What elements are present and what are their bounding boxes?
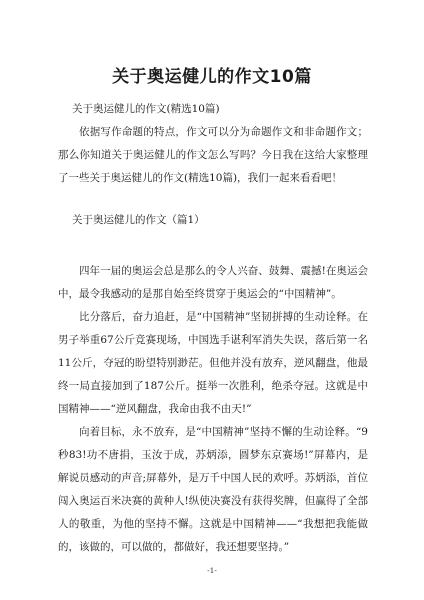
document-subtitle: 关于奥运健儿的作文(精选10篇) bbox=[72, 103, 220, 115]
document-title: 关于奥运健儿的作文10篇 bbox=[112, 67, 312, 87]
body-paragraph-3: 向着目标，永不放弃，是“中国精神”坚持不懈的生动诠释。“9秒83!功不唐捐，玉汝于成，苏炳添，圆梦东京赛场!”屏幕内，是解说员感动的声音;屏幕外，是万千中国人民的欢呼。苏炳添，首位闯入奥运百米决赛的黄种人!纵使决赛没有获得奖牌，但赢得了全部人的敬重，为他的坚持不懈。这就是中国精神——“我想把我能做的，该做的，可以做的，都做好，我还想要坚持。” bbox=[58, 426, 368, 553]
section-heading: 关于奥运健儿的作文（篇1） bbox=[72, 214, 205, 226]
intro-paragraph: 依据写作命题的特点，作文可以分为命题作文和非命题作文；那么你知道关于奥运健儿的作文怎么写吗？今日我在这给大家整理了一些关于奥运健儿的作文(精选10篇)，我们一起来看看吧！ bbox=[58, 126, 368, 184]
page-number: -1- bbox=[207, 566, 217, 575]
body-paragraph-2: 比分落后，奋力追赶，是“中国精神”坚韧拼搏的生动诠释。在男子举重67公斤竞赛现场，中国选手谌利军消失失误，落后第一名11公斤，夺冠的盼望特别渺茫。但他并没有放弃，逆风翻盘，他最终一局直接加到了187公斤。挺举一次胜利，绝杀夺冠。这就是中国精神——“逆风翻盘，我命由我不由天!” bbox=[58, 311, 368, 415]
body-paragraph-1: 四年一届的奥运会总是那么的令人兴奋、鼓舞、震撼!在奥运会中，最令我感动的是那自始至终贯穿于奥运会的“中国精神”。 bbox=[58, 265, 368, 300]
